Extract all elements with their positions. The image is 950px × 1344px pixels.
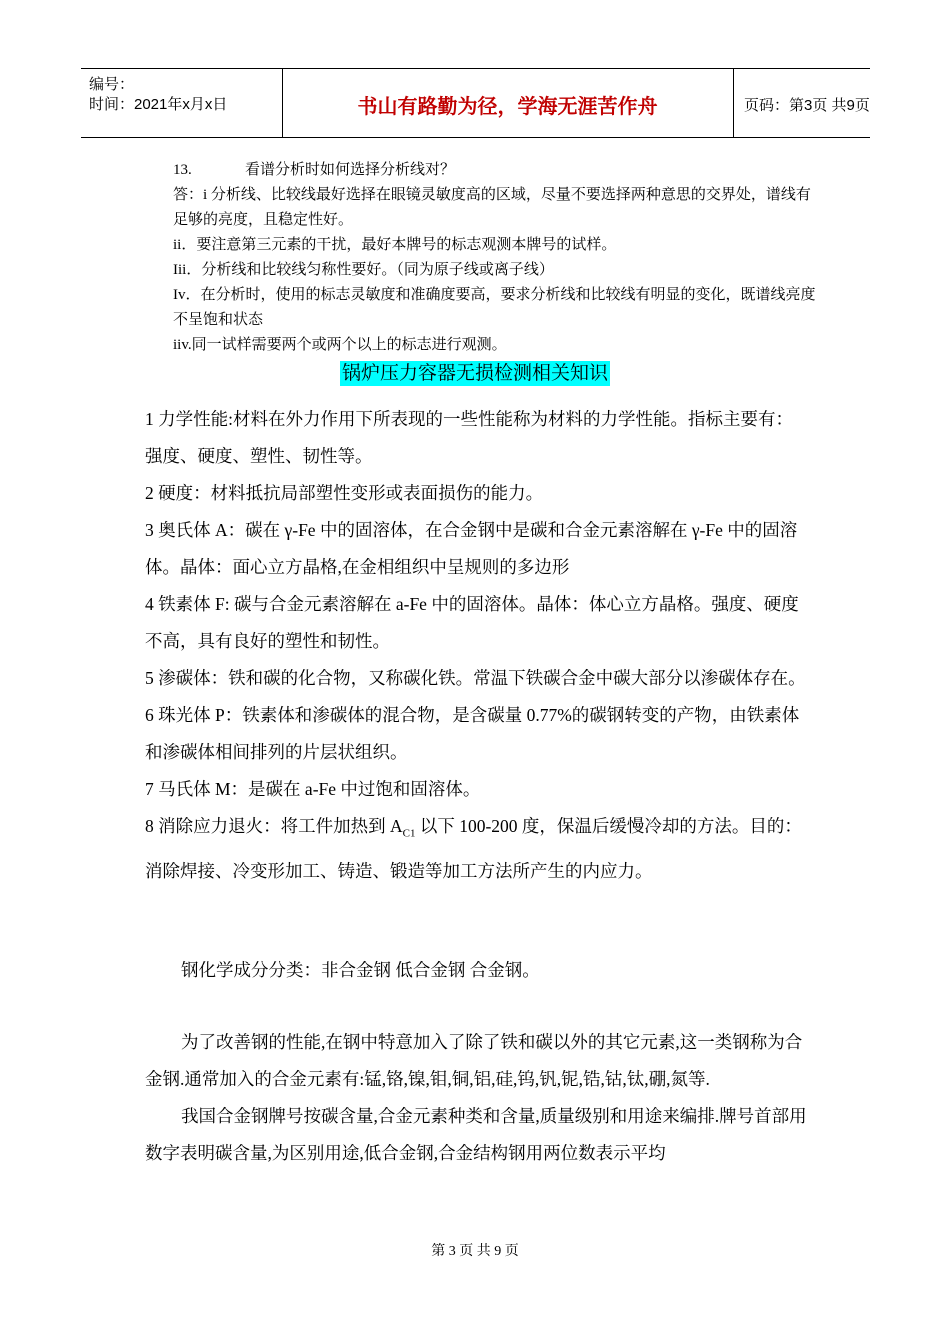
question-text: 看谱分析时如何选择分析线对？ xyxy=(245,162,456,178)
header-page-info: 页码：第3页 共9页 xyxy=(744,97,870,114)
time-label: 时间：2021年x月x日 xyxy=(89,96,228,113)
knowledge-list xyxy=(145,401,810,890)
header-page-cell xyxy=(734,69,870,137)
paragraph: 我国合金钢牌号按碳含量,合金元素种类和含量,质量级别和用途来编排.牌号首部用数字表明碳含量,为区别用途,低合金钢,合金结构钢用两位数表示平均 xyxy=(145,1106,807,1163)
list-item: 5 渗碳体：铁和碳的化合物，又称碳化铁。常温下铁碳合金中碳大部分以渗碳体存在。 xyxy=(145,668,806,688)
paragraph: 为了改善钢的性能,在钢中特意加入了除了铁和碳以外的其它元素,这一类钢称为合金钢.通常加入的合金元素有:锰,铬,镍,钼,铜,铝,硅,钨,钒,铌,锆,钴,钛,硼,氮等. xyxy=(145,1032,803,1089)
header-motto: 书山有路勤为径，学海无涯苦作舟 xyxy=(357,94,658,118)
list-item: 1 力学性能:材料在外力作用下所表现的一些性能称为材料的力学性能。指标主要有：强度、硬度、塑性、韧性等。 xyxy=(145,409,793,466)
answer-line: iiv.同一试样需要两个或两个以上的标志进行观测。 xyxy=(173,337,507,353)
answer-line: Iv．在分析时，使用的标志灵敏度和准确度要高，要求分析线和比较线有明显的变化，既谱线亮度不呈饱和状态 xyxy=(173,287,816,328)
item8-after: 以下 100-200 度，保温后缓慢冷却的方法。目的：消除焊接、冷变形加工、铸造、锻造等加工方法所产生的内应力。 xyxy=(145,816,802,881)
item8-subscript: C1 xyxy=(402,827,416,840)
serial-label: 编号： xyxy=(89,76,135,93)
page-footer: 第 3 页 共 9 页 xyxy=(431,1244,519,1259)
answer-line: 答：i 分析线、比较线最好选择在眼镜灵敏度高的区域，尽量不要选择两种意思的交界处，谱线有足够的亮度，且稳定性好。 xyxy=(173,187,811,228)
qa-block xyxy=(173,158,823,358)
list-item: 4 铁素体 F: 碳与合金元素溶解在 a-Fe 中的固溶体。晶体：体心立方晶格。强度、硬度不高，具有良好的塑性和韧性。 xyxy=(145,594,799,651)
list-item xyxy=(145,808,810,890)
section-title-text: 锅炉压力容器无损检测相关知识 xyxy=(341,363,608,384)
question-line xyxy=(173,158,823,183)
alloy-paragraphs xyxy=(145,1024,810,1172)
list-item: 2 硬度：材料抵抗局部塑性变形或表面损伤的能力。 xyxy=(145,483,544,503)
header-meta-cell xyxy=(81,69,283,137)
list-item: 3 奥氏体 A：碳在 γ-Fe 中的固溶体，在合金钢中是碳和合金元素溶解在 γ-Fe 中的固溶体。晶体：面心立方晶格,在金相组织中呈规则的多边形 xyxy=(145,520,798,577)
list-item: 7 马氏体 M：是碳在 a-Fe 中过饱和固溶体。 xyxy=(145,779,481,799)
question-number: 13. xyxy=(173,162,192,178)
answer-line: ii．要注意第三元素的干扰，最好本牌号的标志观测本牌号的试样。 xyxy=(173,237,617,253)
header-motto-cell xyxy=(282,69,734,137)
item8-before: 8 消除应力退火：将工件加热到 A xyxy=(145,816,403,836)
list-item: 6 珠光体 P：铁素体和渗碳体的混合物，是含碳量 0.77%的碳钢转变的产物，由铁素体和渗碳体相间排列的片层状组织。 xyxy=(145,705,800,762)
document-header xyxy=(81,68,870,138)
classification-line: 钢化学成分分类：非合金钢 低合金钢 合金钢。 xyxy=(181,960,540,980)
section-title xyxy=(0,358,950,385)
answer-line: Iii．分析线和比较线匀称性要好。（同为原子线或离子线） xyxy=(173,262,554,278)
classification-block xyxy=(145,952,810,989)
